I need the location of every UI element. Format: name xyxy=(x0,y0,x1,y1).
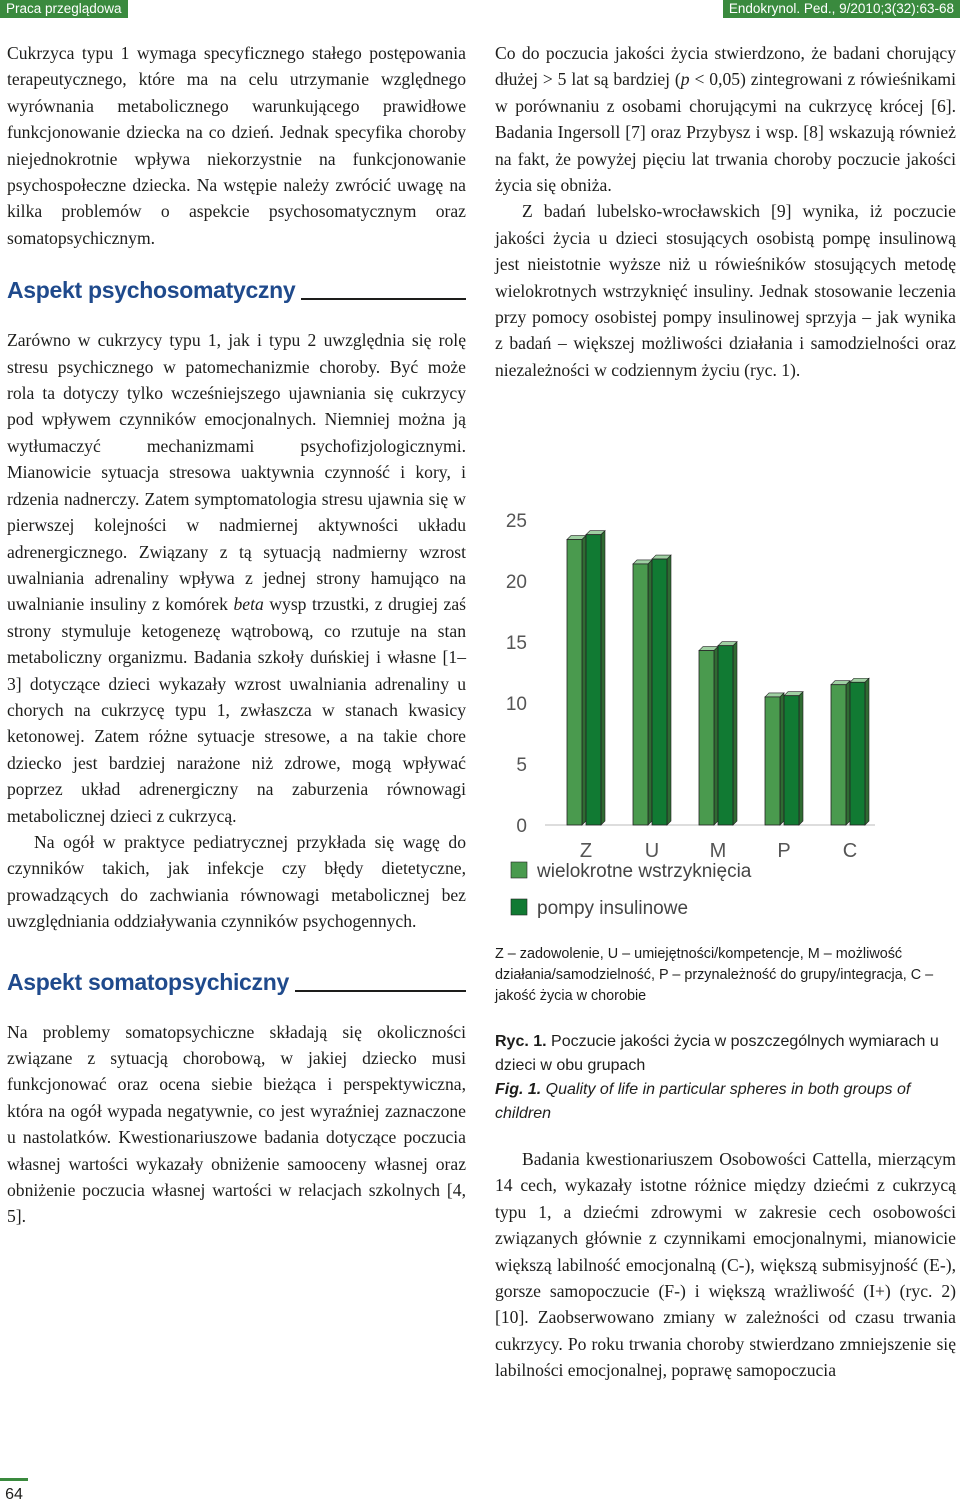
bar xyxy=(784,696,799,825)
caption-text: Quality of life in particular spheres in both groups of children xyxy=(495,1081,911,1122)
header-journal-citation xyxy=(723,0,960,18)
right-column-bottom xyxy=(495,1146,956,1384)
bar xyxy=(633,564,648,825)
section-heading-psychosomatic xyxy=(7,275,466,305)
italic-term: p xyxy=(680,69,690,90)
section-heading-text: Aspekt psychosomatyczny xyxy=(7,277,296,304)
bar-side-face xyxy=(714,647,718,825)
bar xyxy=(831,685,846,825)
y-tick-label: 5 xyxy=(516,755,527,776)
header-citation-text: Endokrynol. Ped., 9/2010;3(32):63-68 xyxy=(728,1,954,16)
paragraph: Badania kwestionariuszem Osobowości Cattella, mierzącym 14 cech, wykazały istotne różnice między dziećmi z cukrzycą typu 1, a dziećmi zdrowymi w zakresie cech osobowości związanych głównie z czynnikami emocjonalnymi, mianowicie większą labilność emocjonalną (C-), większą submisyjność (E-), gorsze samopoczucie (F-) i większą wrażliwość (I+) (ryc. 2) [10]. Zaobserwowano zmiany w zależności od czasu trwania cukrzycy. Po roku trwania choroby stwierdzano zmniejszenie się labilności emocjonalnej, poprawę samopoczucia xyxy=(495,1149,956,1381)
caption-label: Fig. 1. xyxy=(495,1081,542,1098)
bar-side-face xyxy=(601,531,605,825)
bar-side-face xyxy=(846,681,850,825)
paragraph: Na problemy somatopsychiczne składają się okoliczności związane z sytuacją chorobową, w jakiej dziecko musi funkcjonować oraz ocena siebie bieżąca i perspektywiczna, która na ogół wypada negatywnie, co jest wyraźniej zaznaczone u nastolatków. Kwestionariuszowe badania dotyczące poczucia własnej wartości wykazały obniżenie samooceny własnej oraz obniżenie poczucia własnej wartości w relacjach szkolnych [4, 5]. xyxy=(7,1021,466,1227)
x-category-label: M xyxy=(709,840,727,862)
bar xyxy=(567,540,582,825)
caption-polish xyxy=(495,1030,956,1078)
x-category-label: U xyxy=(644,840,660,862)
legend-swatch xyxy=(511,899,527,915)
page-number: 64 xyxy=(0,1478,28,1509)
bar xyxy=(586,535,601,825)
bar-side-face xyxy=(733,642,737,825)
y-tick-label: 0 xyxy=(516,816,527,837)
bar-chart-svg xyxy=(495,500,960,940)
text-span: < 0,05) zintegrowani z rówieśnikami w porównaniu z osobami chorującymi na cukrzycę krócej [6]. Badania Ingersoll [7] oraz Przybysz i wsp. [8] wskazują również na fakt, że powyżej pięciu lat trwania choroby poczucie jakości życia się obniża. xyxy=(495,69,956,196)
bar xyxy=(699,651,714,825)
paragraph xyxy=(7,327,466,829)
bar xyxy=(652,559,667,825)
bar-side-face xyxy=(780,693,784,825)
paragraph: Z badań lubelsko-wrocławskich [9] wynika, iż poczucie jakości życia u dzieci stosujących osobistą pompę insulinową jest nieistotnie wyższe niż u rówieśników stosujących metodę wielokrotnych wstrzyknięć insuliny. Jednak stosowanie leczenia przy pomocy osobistej pompy insulinowej sprzyja – jak wynika z badań – większej możliwości działania i samodzielności oraz niezależności w codziennym życiu (ryc. 1). xyxy=(495,201,956,380)
intro-paragraph: Cukrzyca typu 1 wymaga specyficznego stałego postępowania terapeutycznego, które ma na celu utrzymanie względnego wyrównania metabolicznego warunkującego prawidłowe funkcjonowanie dziecka na co dzień. Jednak specyfika choroby niejednokrotnie wpływa niekorzystnie na funkcjonowanie psychospołeczne dziecka. Na wstępie należy zwrócić uwagę na kilka problemów o aspekcie psychosomatycznym oraz somatopsychicznym. xyxy=(7,43,466,248)
text-span: wysp trzustki, z drugiej zaś strony stymuluje ketogenezę wątrobową, co rzutuje na stan metaboliczny organizmu. Badania szkoły duńskiej i własne [1–3] dotyczące dzieci wykazały wzrost uwalniania adrenaliny u chorych na cukrzycę typu 1, zwłaszcza w stanach kwasicy ketonowej. Zatem różne sytuacje stresowe, a na takie chore dziecko jest bardziej narażone niż zdrowe, mogą wpływać poprzez układ adrenergiczny na zaburzenia równowagi metabolicznej dzieci z cukrzycą. xyxy=(7,594,466,826)
caption-english xyxy=(495,1078,956,1126)
section-heading-somatopsychic xyxy=(7,967,466,997)
header-section-label: Praca przeglądowa xyxy=(0,0,128,18)
y-tick-label: 10 xyxy=(505,694,527,715)
bar xyxy=(718,646,733,825)
legend-label: wielokrotne wstrzyknięcia xyxy=(537,861,752,882)
x-category-label: Z xyxy=(579,840,593,862)
left-column xyxy=(7,40,466,1230)
x-category-label: C xyxy=(842,840,858,862)
text-span: Co do poczucia jakości życia stwierdzono, że badani chorujący dłużej > 5 lat są bardziej ( xyxy=(495,43,956,90)
text-span: Zarówno w cukrzycy typu 1, jak i typu 2 uwzględnia się rolę stresu psychicznego w patomechanizmie choroby. Być może rola ta dotyczy tylko wcześniejszego ujawniania się cukrzycy pod wpływem czynników emocjonalnych. Niemniej można ją wytłumaczyć mechanizmami psychofizjologicznymi. Mianowicie sytuacja stresowa uaktywnia czynność i kory, i rdzenia nadnerczy. Zatem symptomatologia stresu ujawnia się w pierwszej kolejności w nadmiernej aktywności układu adrenergicznego. Związany z tą sytuacją nadmierny wzrost uwalniania adrenaliny wpływa z jednej strony hamująco na uwalnianie insuliny z komórek xyxy=(7,330,466,615)
bar-side-face xyxy=(865,678,869,825)
figure-legend-note: Z – zadowolenie, U – umiejętności/kompetencje, M – możliwość działania/samodzielność, P – przynależność do grupy/integracja, C – jakość życia w chorobie xyxy=(495,946,934,1004)
y-tick-label: 15 xyxy=(505,633,527,654)
italic-term: beta xyxy=(233,594,264,615)
figure-1-chart xyxy=(495,500,960,940)
x-category-label: P xyxy=(777,840,791,862)
bar-side-face xyxy=(582,536,586,825)
bar xyxy=(850,682,865,825)
bar-side-face xyxy=(799,692,803,825)
section-heading-text: Aspekt somatopsychiczny xyxy=(7,968,289,995)
paragraph: Na ogół w praktyce pediatrycznej przykłada się wagę do czynników takich, jak infekcje czy błędy dietetyczne, prowadzących do zachwiania równowagi metabolicznej bez uwzględniania oddziaływania czynników psychogennych. xyxy=(7,831,466,932)
paragraph xyxy=(495,40,956,198)
right-column-top xyxy=(495,40,956,383)
heading-rule xyxy=(301,298,466,300)
bar xyxy=(765,697,780,825)
y-tick-label: 25 xyxy=(505,511,527,532)
y-tick-label: 20 xyxy=(505,572,527,593)
figure-caption xyxy=(495,1030,956,1126)
bar-side-face xyxy=(648,560,652,825)
legend-swatch xyxy=(511,862,527,878)
heading-rule xyxy=(295,990,466,992)
bar-side-face xyxy=(667,555,671,825)
caption-text: Poczucie jakości życia w poszczególnych wymiarach u dzieci w obu grupach xyxy=(495,1033,939,1074)
legend-label: pompy insulinowe xyxy=(537,898,689,919)
caption-label: Ryc. 1. xyxy=(495,1033,547,1050)
